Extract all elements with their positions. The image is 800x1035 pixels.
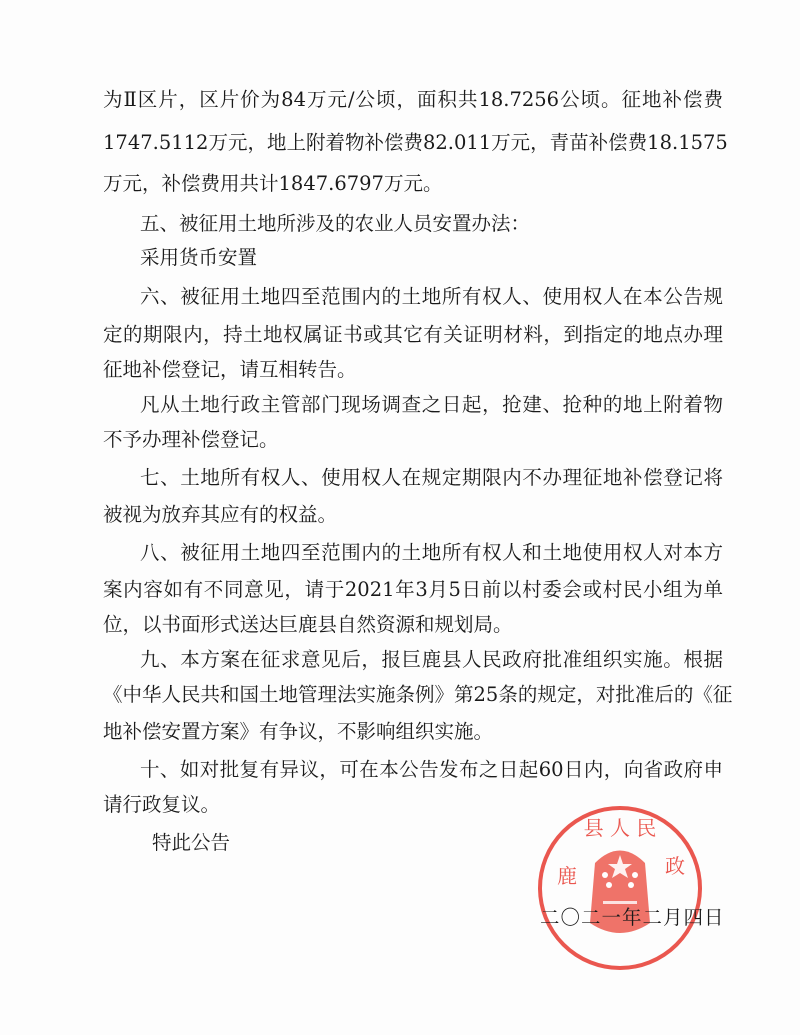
text-line: 十、如对批复有异议，可在本公告发布之日起60日内，向省政府申: [140, 758, 723, 781]
text-line: 位，以书面形式送达巨鹿县自然资源和规划局。: [103, 613, 513, 636]
official-seal: [535, 803, 705, 973]
text-line: 九、本方案在征求意见后，报巨鹿县人民政府批准组织实施。根据: [140, 648, 723, 671]
text-line: 被视为放弃其应有的权益。: [103, 503, 338, 526]
text-line: 地补偿安置方案》有争议，不影响组织实施。: [103, 720, 494, 743]
text-line: 征地补偿登记，请互相转告。: [103, 358, 357, 381]
text-line: 为Ⅱ区片，区片价为84万元/公顷，面积共18.7256公顷。征地补偿费: [103, 88, 723, 111]
text-line: 采用货币安置: [140, 246, 258, 269]
text-line: 1747.5112万元，地上附着物补偿费82.011万元，青苗补偿费18.1575: [103, 131, 728, 154]
closing-text: 特此公告: [152, 831, 231, 854]
text-line: 万元，补偿费用共计1847.6797万元。: [103, 172, 443, 195]
text-line: 案内容如有不同意见，请于2021年3月5日前以村委会或村民小组为单: [103, 578, 723, 601]
text-line: 凡从土地行政主管部门现场调查之日起，抢建、抢种的地上附着物: [140, 393, 723, 416]
svg-text:政: 政: [665, 854, 685, 878]
text-line: 不予办理补偿登记。: [103, 428, 279, 451]
document-date: 二〇二一年二月四日: [540, 906, 725, 929]
text-line: 七、土地所有权人、使用权人在规定期限内不办理征地补偿登记将: [140, 466, 723, 489]
text-line: 请行政复议。: [103, 793, 221, 816]
text-line: 《中华人民共和国土地管理法实施条例》第25条的规定，对批准后的《征: [103, 683, 733, 706]
text-line: 六、被征用土地四至范围内的土地所有权人、使用权人在本公告规: [140, 285, 723, 308]
text-line: 定的期限内，持土地权属证书或其它有关证明材料，到指定的地点办理: [103, 323, 723, 346]
section-heading: 五、被征用土地所涉及的农业人员安置办法：: [140, 212, 531, 235]
svg-text:鹿: 鹿: [557, 864, 577, 888]
text-line: 八、被征用土地四至范围内的土地所有权人和土地使用权人对本方: [140, 541, 723, 564]
svg-text:县 人 民: 县 人 民: [583, 816, 657, 840]
